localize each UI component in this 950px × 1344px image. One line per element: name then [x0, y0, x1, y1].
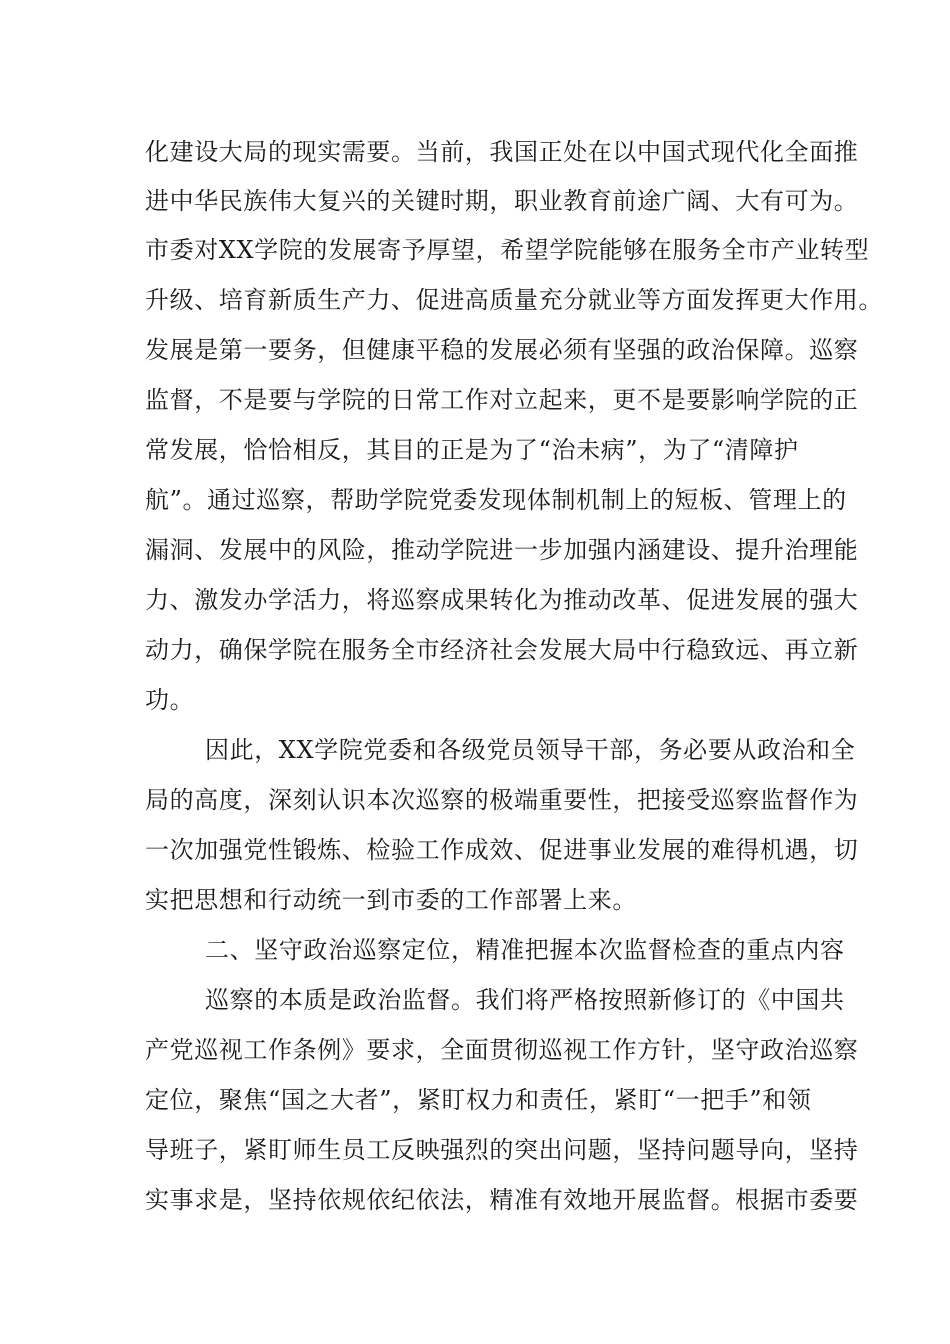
text-line: 功。 — [145, 686, 195, 714]
text-line: 因此，XX学院党委和各级党员领导干部，务必要从政治和全 — [205, 736, 856, 764]
text-line: 监督，不是要与学院的日常工作对立起来，更不是要影响学院的正 — [145, 386, 859, 414]
text-line: 漏洞、发展中的风险，推动学院进一步加强内涵建设、提升治理能 — [145, 536, 859, 564]
text-line: 实事求是，坚持依规依纪依法，精准有效地开展监督。根据市委要 — [145, 1186, 859, 1214]
text-line: 一次加强党性锻炼、检验工作成效、促进事业发展的难得机遇，切 — [145, 836, 859, 864]
text-line: 进中华民族伟大复兴的关键时期，职业教育前途广阔、大有可为。 — [145, 187, 859, 215]
text-line: 航”。通过巡察，帮助学院党委发现体制机制上的短板、管理上的 — [145, 486, 847, 514]
text-line: 局的高度，深刻认识本次巡察的极端重要性，把接受巡察监督作为 — [145, 786, 859, 814]
text-line: 化建设大局的现实需要。当前，我国正处在以中国式现代化全面推 — [145, 138, 859, 166]
section-heading: 二、坚守政治巡察定位，精准把握本次监督检查的重点内容 — [205, 936, 845, 964]
text-line: 发展是第一要务，但健康平稳的发展必须有坚强的政治保障。巡察 — [145, 336, 859, 364]
text-line: 实把思想和行动统一到市委的工作部署上来。 — [145, 886, 637, 914]
text-line: 巡察的本质是政治监督。我们将严格按照新修订的《中国共 — [205, 986, 845, 1014]
text-line: 定位，聚焦“国之大者”，紧盯权力和责任，紧盯“一把手”和领 — [145, 1086, 812, 1114]
text-line: 升级、培育新质生产力、促进高质量充分就业等方面发挥更大作用。 — [145, 286, 883, 314]
text-line: 产党巡视工作条例》要求，全面贯彻巡视工作方针，坚守政治巡察 — [145, 1036, 859, 1064]
text-line: 导班子，紧盯师生员工反映强烈的突出问题，坚持问题导向，坚持 — [145, 1136, 859, 1164]
text-line: 力、激发办学活力，将巡察成果转化为推动改革、促进发展的强大 — [145, 586, 859, 614]
text-line: 动力，确保学院在服务全市经济社会发展大局中行稳致远、再立新 — [145, 636, 859, 664]
text-line: 常发展，恰恰相反，其目的正是为了“治未病”，为了“清障护 — [145, 436, 799, 464]
text-line: 市委对XX学院的发展寄予厚望，希望学院能够在服务全市产业转型 — [145, 236, 870, 264]
